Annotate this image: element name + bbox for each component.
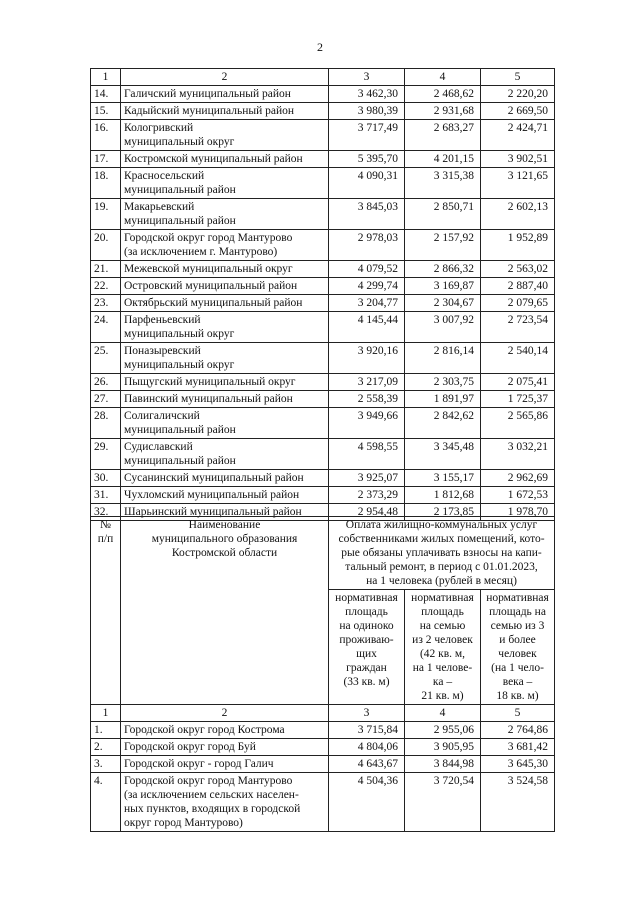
row-value-two: 2 842,62 bbox=[405, 408, 481, 439]
row-value-single: 3 980,39 bbox=[329, 103, 405, 120]
row-number: 32. bbox=[91, 504, 121, 521]
row-value-single: 4 079,52 bbox=[329, 261, 405, 278]
table-row bbox=[91, 120, 555, 151]
row-value-single: 2 558,39 bbox=[329, 391, 405, 408]
colnum-1: 1 bbox=[91, 69, 121, 86]
row-value-single: 3 217,09 bbox=[329, 374, 405, 391]
table-row bbox=[91, 487, 555, 504]
table-row bbox=[91, 408, 555, 439]
row-value-three-plus: 2 540,14 bbox=[481, 343, 555, 374]
table1-colnum-row bbox=[91, 69, 555, 86]
row-value-three-plus: 3 645,30 bbox=[481, 756, 555, 773]
row-municipality: Парфеньевский муниципальный округ bbox=[121, 312, 329, 343]
table-row bbox=[91, 439, 555, 470]
row-value-three-plus: 2 075,41 bbox=[481, 374, 555, 391]
table-row bbox=[91, 261, 555, 278]
row-number: 21. bbox=[91, 261, 121, 278]
row-value-single: 3 925,07 bbox=[329, 470, 405, 487]
row-number: 1. bbox=[91, 722, 121, 739]
row-number: 28. bbox=[91, 408, 121, 439]
row-value-three-plus: 1 978,70 bbox=[481, 504, 555, 521]
row-value-three-plus: 2 723,54 bbox=[481, 312, 555, 343]
row-municipality: Городской округ город Мантурово (за исключением сельских населен- ных пунктов, входящих в городской округ город Мантурово) bbox=[121, 773, 329, 832]
row-value-two: 2 468,62 bbox=[405, 86, 481, 103]
colnum-4: 4 bbox=[405, 705, 481, 722]
row-number: 3. bbox=[91, 756, 121, 773]
row-municipality: Костромской муниципальный район bbox=[121, 151, 329, 168]
row-value-two: 1 891,97 bbox=[405, 391, 481, 408]
table-row bbox=[91, 391, 555, 408]
table-row bbox=[91, 278, 555, 295]
table-row bbox=[91, 230, 555, 261]
row-number: 22. bbox=[91, 278, 121, 295]
row-value-two: 2 304,67 bbox=[405, 295, 481, 312]
row-value-two: 3 169,87 bbox=[405, 278, 481, 295]
row-value-two: 2 955,06 bbox=[405, 722, 481, 739]
row-number: 19. bbox=[91, 199, 121, 230]
row-value-single: 3 717,49 bbox=[329, 120, 405, 151]
row-value-two: 2 683,27 bbox=[405, 120, 481, 151]
table-row bbox=[91, 168, 555, 199]
row-number: 23. bbox=[91, 295, 121, 312]
row-municipality: Галичский муниципальный район bbox=[121, 86, 329, 103]
row-municipality: Островский муниципальный район bbox=[121, 278, 329, 295]
row-value-three-plus: 2 764,86 bbox=[481, 722, 555, 739]
row-value-single: 4 145,44 bbox=[329, 312, 405, 343]
colnum-1: 1 bbox=[91, 705, 121, 722]
row-value-single: 3 949,66 bbox=[329, 408, 405, 439]
page-number: 2 bbox=[317, 40, 323, 54]
row-number: 14. bbox=[91, 86, 121, 103]
row-value-three-plus: 3 524,58 bbox=[481, 773, 555, 832]
row-value-three-plus: 2 887,40 bbox=[481, 278, 555, 295]
header-number: № п/п bbox=[91, 517, 121, 705]
row-value-single: 4 643,67 bbox=[329, 756, 405, 773]
row-value-two: 3 905,95 bbox=[405, 739, 481, 756]
row-number: 2. bbox=[91, 739, 121, 756]
row-number: 17. bbox=[91, 151, 121, 168]
table1-body bbox=[91, 69, 555, 521]
row-number: 31. bbox=[91, 487, 121, 504]
row-value-three-plus: 1 672,53 bbox=[481, 487, 555, 504]
row-value-three-plus: 2 220,20 bbox=[481, 86, 555, 103]
row-value-two: 1 812,68 bbox=[405, 487, 481, 504]
row-number: 27. bbox=[91, 391, 121, 408]
row-municipality: Шарьинский муниципальный район bbox=[121, 504, 329, 521]
row-value-single: 4 299,74 bbox=[329, 278, 405, 295]
row-municipality: Кологривский муниципальный округ bbox=[121, 120, 329, 151]
row-value-single: 3 920,16 bbox=[329, 343, 405, 374]
row-number: 26. bbox=[91, 374, 121, 391]
row-number: 16. bbox=[91, 120, 121, 151]
subheader-three-plus: нормативная площадь на семью из 3 и более человек (на 1 чело- века – 18 кв. м) bbox=[481, 590, 555, 705]
row-value-three-plus: 3 902,51 bbox=[481, 151, 555, 168]
row-value-three-plus: 3 121,65 bbox=[481, 168, 555, 199]
row-value-single: 3 715,84 bbox=[329, 722, 405, 739]
table-municipal-payments-continued bbox=[90, 68, 555, 521]
row-municipality: Кадыйский муниципальный район bbox=[121, 103, 329, 120]
row-value-three-plus: 2 079,65 bbox=[481, 295, 555, 312]
colnum-5: 5 bbox=[481, 69, 555, 86]
row-value-single: 4 504,36 bbox=[329, 773, 405, 832]
table-row bbox=[91, 722, 555, 739]
row-value-two: 3 315,38 bbox=[405, 168, 481, 199]
table-row bbox=[91, 295, 555, 312]
row-municipality: Поназыревский муниципальный округ bbox=[121, 343, 329, 374]
row-value-three-plus: 1 952,89 bbox=[481, 230, 555, 261]
row-number: 20. bbox=[91, 230, 121, 261]
row-value-two: 3 844,98 bbox=[405, 756, 481, 773]
row-municipality: Судиславский муниципальный район bbox=[121, 439, 329, 470]
row-value-single: 2 373,29 bbox=[329, 487, 405, 504]
table-row bbox=[91, 312, 555, 343]
row-municipality: Межевской муниципальный округ bbox=[121, 261, 329, 278]
row-value-three-plus: 3 032,21 bbox=[481, 439, 555, 470]
table-row bbox=[91, 756, 555, 773]
row-municipality: Городской округ город Мантурово (за исключением г. Мантурово) bbox=[121, 230, 329, 261]
table-row bbox=[91, 199, 555, 230]
row-municipality: Пыщугский муниципальный округ bbox=[121, 374, 329, 391]
row-value-three-plus: 2 669,50 bbox=[481, 103, 555, 120]
row-value-two: 3 155,17 bbox=[405, 470, 481, 487]
row-value-three-plus: 2 565,86 bbox=[481, 408, 555, 439]
row-value-two: 2 850,71 bbox=[405, 199, 481, 230]
row-municipality: Городской округ - город Галич bbox=[121, 756, 329, 773]
row-municipality: Солигаличский муниципальный район bbox=[121, 408, 329, 439]
table-row bbox=[91, 103, 555, 120]
table2-colnum-row bbox=[91, 705, 555, 722]
table-row bbox=[91, 151, 555, 168]
row-value-three-plus: 1 725,37 bbox=[481, 391, 555, 408]
subheader-single: нормативная площадь на одиноко проживаю- щих граждан (33 кв. м) bbox=[329, 590, 405, 705]
row-number: 24. bbox=[91, 312, 121, 343]
row-value-two: 3 007,92 bbox=[405, 312, 481, 343]
row-value-three-plus: 2 602,13 bbox=[481, 199, 555, 230]
table2-body bbox=[91, 517, 555, 832]
row-number: 15. bbox=[91, 103, 121, 120]
colnum-5: 5 bbox=[481, 705, 555, 722]
row-value-two: 2 866,32 bbox=[405, 261, 481, 278]
header-municipality-name: Наименование муниципального образования Костромской области bbox=[121, 517, 329, 705]
row-number: 29. bbox=[91, 439, 121, 470]
row-value-single: 3 845,03 bbox=[329, 199, 405, 230]
row-value-two: 2 157,92 bbox=[405, 230, 481, 261]
subheader-two-persons: нормативная площадь на семью из 2 человек (42 кв. м, на 1 челове- ка – 21 кв. м) bbox=[405, 590, 481, 705]
colnum-2: 2 bbox=[121, 705, 329, 722]
row-municipality: Чухломский муниципальный район bbox=[121, 487, 329, 504]
row-value-single: 3 204,77 bbox=[329, 295, 405, 312]
row-value-two: 2 931,68 bbox=[405, 103, 481, 120]
row-municipality: Сусанинский муниципальный район bbox=[121, 470, 329, 487]
row-value-three-plus: 2 962,69 bbox=[481, 470, 555, 487]
row-value-single: 2 978,03 bbox=[329, 230, 405, 261]
row-municipality: Макарьевский муниципальный район bbox=[121, 199, 329, 230]
row-value-single: 4 598,55 bbox=[329, 439, 405, 470]
row-value-two: 2 303,75 bbox=[405, 374, 481, 391]
row-value-three-plus: 2 424,71 bbox=[481, 120, 555, 151]
row-municipality: Городской округ город Буй bbox=[121, 739, 329, 756]
colnum-3: 3 bbox=[329, 69, 405, 86]
row-value-three-plus: 3 681,42 bbox=[481, 739, 555, 756]
row-value-two: 4 201,15 bbox=[405, 151, 481, 168]
row-number: 4. bbox=[91, 773, 121, 832]
row-municipality: Красносельский муниципальный район bbox=[121, 168, 329, 199]
table-row bbox=[91, 470, 555, 487]
row-value-single: 4 804,06 bbox=[329, 739, 405, 756]
colnum-4: 4 bbox=[405, 69, 481, 86]
row-value-two: 3 720,54 bbox=[405, 773, 481, 832]
row-municipality: Октябрьский муниципальный район bbox=[121, 295, 329, 312]
row-value-two: 2 816,14 bbox=[405, 343, 481, 374]
table2-header-row bbox=[91, 517, 555, 590]
row-number: 18. bbox=[91, 168, 121, 199]
row-value-two: 2 173,85 bbox=[405, 504, 481, 521]
row-number: 30. bbox=[91, 470, 121, 487]
table-row bbox=[91, 86, 555, 103]
row-value-single: 4 090,31 bbox=[329, 168, 405, 199]
row-value-two: 3 345,48 bbox=[405, 439, 481, 470]
table-row bbox=[91, 773, 555, 832]
colnum-3: 3 bbox=[329, 705, 405, 722]
row-value-single: 2 954,48 bbox=[329, 504, 405, 521]
row-value-three-plus: 2 563,02 bbox=[481, 261, 555, 278]
colnum-2: 2 bbox=[121, 69, 329, 86]
row-value-single: 5 395,70 bbox=[329, 151, 405, 168]
row-municipality: Павинский муниципальный район bbox=[121, 391, 329, 408]
table-row bbox=[91, 343, 555, 374]
table-row bbox=[91, 739, 555, 756]
row-number: 25. bbox=[91, 343, 121, 374]
row-municipality: Городской округ город Кострома bbox=[121, 722, 329, 739]
table-row bbox=[91, 374, 555, 391]
row-value-single: 3 462,30 bbox=[329, 86, 405, 103]
table-municipal-payments-cities bbox=[90, 516, 555, 832]
header-payment: Оплата жилищно-коммунальных услуг собственниками жилых помещений, кото- рые обязаны уплачивать взносы на капи- тальный ремонт, в период с 01.01.2023, на 1 человека (рублей в месяц) bbox=[329, 517, 555, 590]
